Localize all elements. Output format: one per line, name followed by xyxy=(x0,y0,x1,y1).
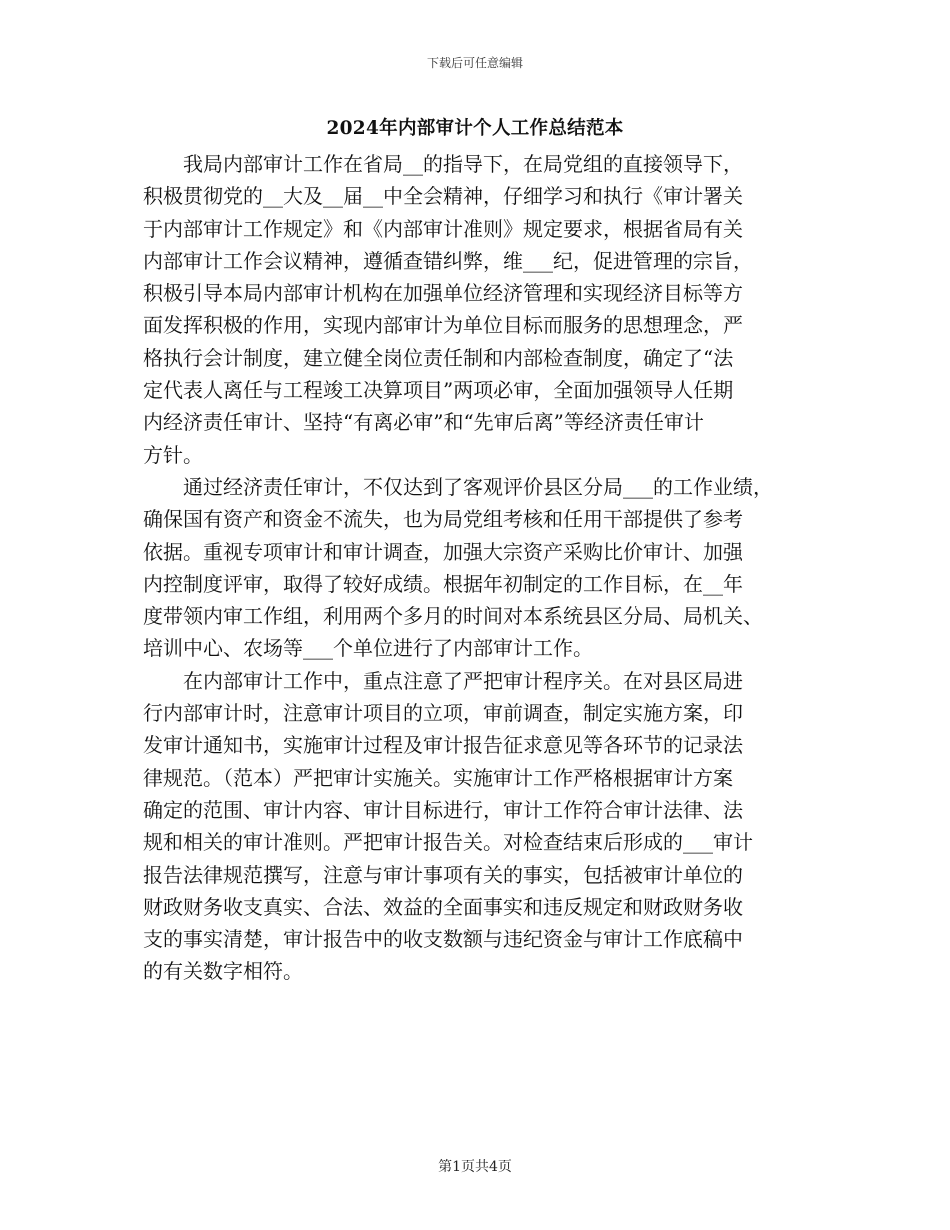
document-title: 2024年内部审计个人工作总结范本 xyxy=(326,118,624,139)
text-line: 律规范。（范本）严把审计实施关。实施审计工作严格根据审计方案 xyxy=(143,765,733,790)
text-line: 报告法律规范撰写，注意与审计事项有关的事实，包括被审计单位的 xyxy=(143,862,743,887)
page-indicator: 第1页共4页 xyxy=(438,1159,512,1175)
text-line: 行内部审计时，注意审计项目的立项，审前调查，制定实施方案，印 xyxy=(143,701,743,726)
text-line: 培训中心、农场等___个单位进行了内部审计工作。 xyxy=(143,636,593,661)
text-line: 内部审计工作会议精神，遵循查错纠弊，维___纪，促进管理的宗旨， xyxy=(143,248,753,273)
text-line: 确保国有资产和资金不流失，也为局党组考核和任用干部提供了参考 xyxy=(143,507,743,532)
text-line: 通过经济责任审计，不仅达到了客观评价县区分局___的工作业绩， xyxy=(183,474,773,499)
text-line: 方针。 xyxy=(143,442,203,467)
text-line: 我局内部审计工作在省局__的指导下，在局党组的直接领导下， xyxy=(183,152,743,176)
text-line: 积极引导本局内部审计机构在加强单位经济管理和实现经济目标等方 xyxy=(143,281,743,306)
text-line: 格执行会计制度，建立健全岗位责任制和内部检查制度，确定了“法 xyxy=(143,345,734,370)
text-line: 的有关数字相符。 xyxy=(143,959,303,984)
text-line: 确定的范围、审计内容、审计目标进行，审计工作符合审计法律、法 xyxy=(143,797,743,822)
text-line: 于内部审计工作规定》和《内部审计准则》规定要求，根据省局有关 xyxy=(143,216,743,241)
text-line: 面发挥积极的作用，实现内部审计为单位目标而服务的思想理念，严 xyxy=(143,313,743,338)
document-body xyxy=(143,148,823,988)
text-line: 在内部审计工作中，重点注意了严把审计程序关。在对县区局进 xyxy=(183,668,743,693)
paragraph-3 xyxy=(143,665,823,988)
text-line: 支的事实清楚，审计报告中的收支数额与违纪资金与审计工作底稿中 xyxy=(143,927,743,952)
header-note: 下载后可任意编辑 xyxy=(426,56,523,70)
paragraph-1 xyxy=(143,148,823,471)
text-line: 积极贯彻党的__大及__届__中全会精神，仔细学习和执行《审计署关 xyxy=(143,184,743,209)
text-line: 定代表人离任与工程竣工决算项目”两项必审，全面加强领导人任期 xyxy=(143,378,734,403)
text-line: 规和相关的审计准则。严把审计报告关。对检查结束后形成的___审计 xyxy=(143,830,753,855)
text-line: 依据。重视专项审计和审计调查，加强大宗资产采购比价审计、加强 xyxy=(143,539,743,564)
text-line: 内经济责任审计、坚持“有离必审”和“先审后离”等经济责任审计 xyxy=(143,410,704,435)
paragraph-2 xyxy=(143,471,823,665)
text-line: 度带领内审工作组，利用两个多月的时间对本系统县区分局、局机关、 xyxy=(143,604,763,629)
text-line: 财政财务收支真实、合法、效益的全面事实和违反规定和财政财务收 xyxy=(143,894,743,919)
text-line: 发审计通知书，实施审计过程及审计报告征求意见等各环节的记录法 xyxy=(143,733,743,758)
text-line: 内控制度评审，取得了较好成绩。根据年初制定的工作目标，在__年 xyxy=(143,571,743,596)
